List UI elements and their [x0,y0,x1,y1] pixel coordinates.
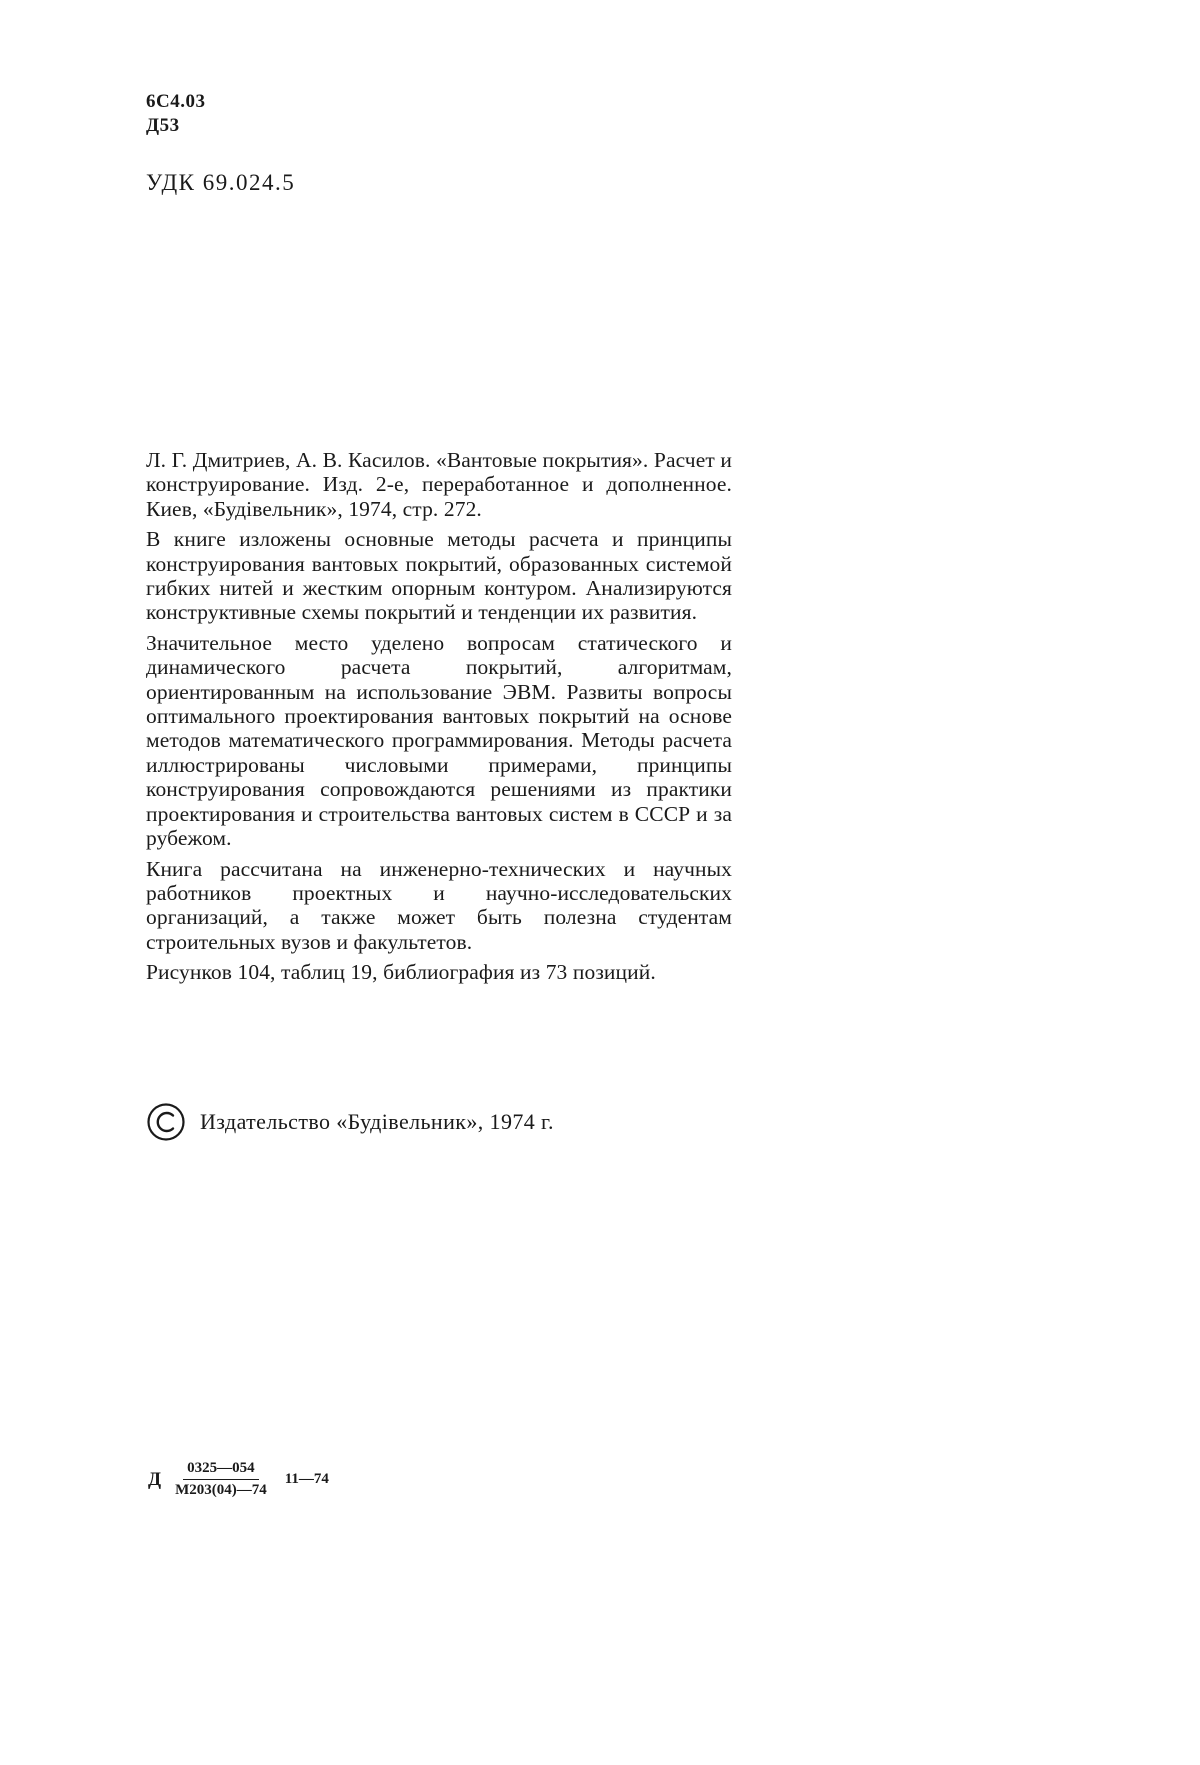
copyright-line [146,1102,554,1142]
copyright-text: Издательство «Будівельник», 1974 г. [200,1109,554,1134]
classification-code-primary: 6С4.03 [146,91,206,112]
publisher-code-suffix: 11—74 [284,1471,329,1487]
udk-code: УДК 69.024.5 [146,170,296,195]
classification-code-author: Д53 [146,115,180,136]
abstract-block [146,448,732,991]
classification-codes [146,90,205,138]
copyright-sign-icon [146,1102,186,1142]
publisher-code-numerator: 0325—054 [183,1460,259,1480]
publisher-code-fraction [171,1460,271,1499]
publisher-code-letter: Д [148,1468,162,1490]
publisher-code-denominator: М203(04)—74 [175,1482,267,1498]
abstract-paragraph-3: Книга рассчитана на инженерно-технических и научных работников проектных и научно-исследовательских организаций, а также может быть полезна студентам строительных вузов и факультетов. [146,856,732,954]
abstract-paragraph-1: В книге изложены основные методы расчета и принципы конструирования вантовых покрытий, образованных системой гибких нитей и жестким опорным контуром. Анализируются конструктивные схемы покрытий и тенденции их развития. [146,527,732,625]
publisher-code [148,1460,329,1499]
abstract-paragraph-2: Значительное место уделено вопросам статического и динамического расчета покрытий, алгоритмам, ориентированным на использование ЭВМ. Развиты вопросы оптимального проектирования вантовых покрытий на основе методов математического программирования. Методы расчета иллюстрированы числовыми примерами, принципы конструирования сопровождаются решениями из практики проектирования и строительства вантовых систем в СССР и за рубежом. [146,630,732,851]
abstract-paragraph-4: Рисунков 104, таблиц 19, библиография из 73 позиций. [146,960,656,985]
bibliographic-citation: Л. Г. Дмитриев, А. В. Касилов. «Вантовые покрытия». Расчет и конструирование. Изд. 2-е, переработанное и дополненное. Киев, «Будівельник», 1974, стр. 272. [146,448,732,521]
